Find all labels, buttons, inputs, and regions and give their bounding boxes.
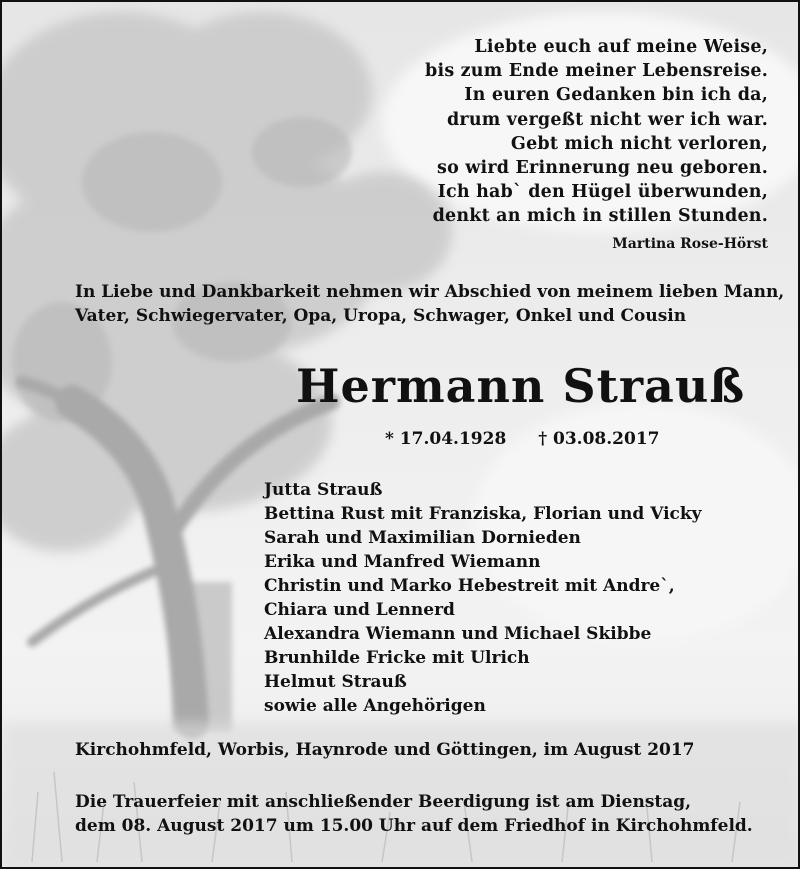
poem-line: drum vergeßt nicht wer ich war. bbox=[446, 109, 768, 130]
poem-line: Liebte euch auf meine Weise, bbox=[474, 37, 768, 57]
mourner-line: Sarah und Maximilian Dornieden bbox=[264, 528, 581, 548]
farewell-intro bbox=[75, 280, 784, 328]
place-and-date: Kirchohmfeld, Worbis, Haynrode und Göttingen, im August 2017 bbox=[75, 740, 695, 760]
mourners-list bbox=[264, 478, 702, 718]
mourner-line: Alexandra Wiemann und Michael Skibbe bbox=[264, 624, 652, 644]
mourner-line: Bettina Rust mit Franziska, Florian und Vicky bbox=[264, 504, 702, 524]
death-date: † 03.08.2017 bbox=[538, 429, 660, 449]
funeral-info bbox=[75, 790, 753, 838]
mourner-line: Helmut Strauß bbox=[264, 672, 407, 692]
mourner-line: sowie alle Angehörigen bbox=[264, 696, 486, 716]
birth-date: * 17.04.1928 bbox=[385, 429, 507, 449]
poem-line: In euren Gedanken bin ich da, bbox=[464, 85, 768, 106]
poem-line: so wird Erinnerung neu geboren. bbox=[437, 158, 768, 179]
funeral-line: Die Trauerfeier mit anschließender Beerdigung ist am Dienstag, bbox=[75, 792, 692, 812]
poem-line: bis zum Ende meiner Lebensreise. bbox=[425, 61, 768, 82]
mourner-line: Christin und Marko Hebestreit mit Andre`, bbox=[264, 576, 675, 596]
deceased-name: Hermann Strauß bbox=[296, 359, 746, 413]
mourner-line: Brunhilde Fricke mit Ulrich bbox=[264, 648, 530, 668]
mourner-line: Erika und Manfred Wiemann bbox=[264, 552, 541, 572]
poem-author: Martina Rose-Hörst bbox=[612, 236, 768, 252]
poem-line: Ich hab` den Hügel überwunden, bbox=[437, 182, 768, 203]
intro-line: In Liebe und Dankbarkeit nehmen wir Abschied von meinem lieben Mann, bbox=[75, 282, 785, 302]
poem-line: Gebt mich nicht verloren, bbox=[510, 133, 768, 154]
funeral-line: dem 08. August 2017 um 15.00 Uhr auf dem Friedhof in Kirchohmfeld. bbox=[75, 816, 753, 836]
mourner-line: Chiara und Lennerd bbox=[264, 600, 455, 620]
mourner-line: Jutta Strauß bbox=[264, 480, 383, 500]
poem bbox=[425, 35, 768, 229]
life-dates bbox=[385, 429, 659, 449]
intro-line: Vater, Schwiegervater, Opa, Uropa, Schwager, Onkel und Cousin bbox=[75, 306, 687, 326]
poem-line: denkt an mich in stillen Stunden. bbox=[432, 206, 768, 227]
